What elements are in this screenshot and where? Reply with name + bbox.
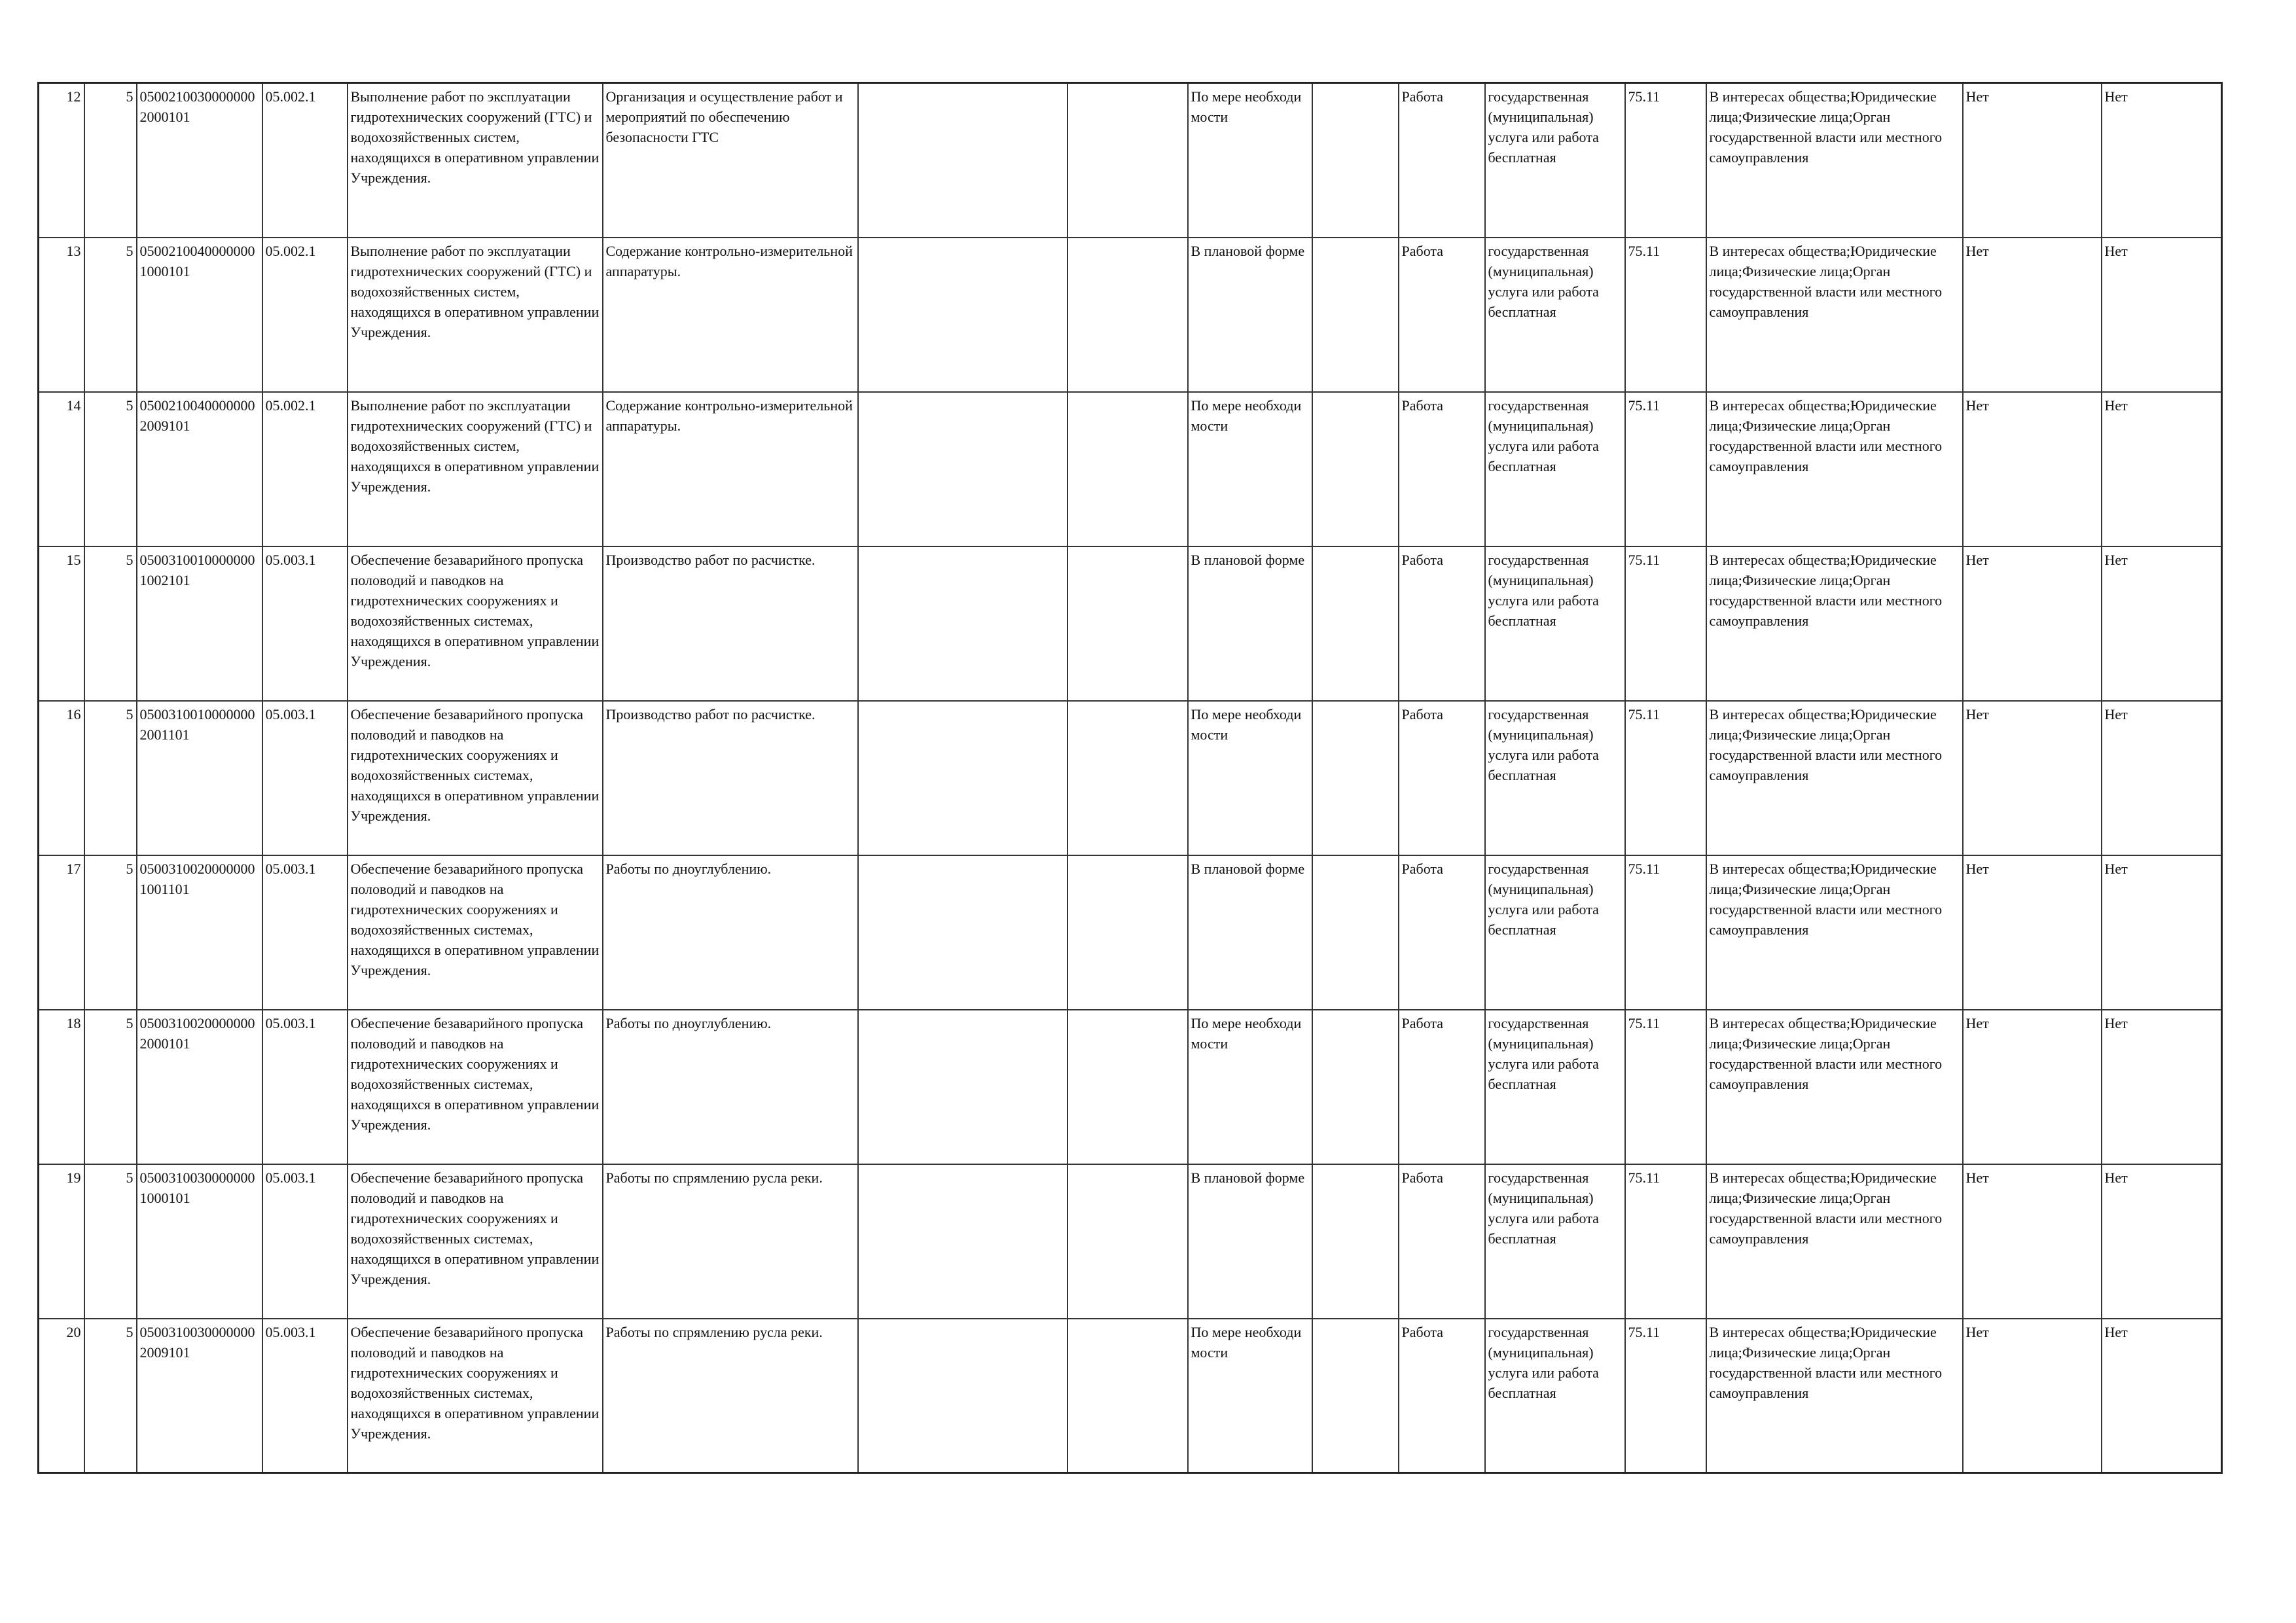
services-table	[37, 82, 2223, 1474]
empty-cell	[1312, 392, 1399, 546]
work-content: Организация и осуществление работ и мероприятий по обеспечению безопасности ГТС	[603, 83, 858, 238]
work-content: Работы по спрямлению русла реки.	[603, 1164, 858, 1319]
payment-type: государственная (муниципальная) услуга или работа бесплатная	[1485, 83, 1625, 238]
section-number: 5	[84, 701, 137, 855]
payment-type: государственная (муниципальная) услуга или работа бесплатная	[1485, 392, 1625, 546]
condition-cell-2	[1067, 701, 1188, 855]
delivery-form: По мере необходи мости	[1188, 392, 1312, 546]
work-content: Производство работ по расчистке.	[603, 701, 858, 855]
flag-cell-1: Нет	[1963, 238, 2102, 392]
consumer-categories: В интересах общества;Юридические лица;Физические лица;Орган государственной власти или местного самоуправления	[1706, 1164, 1963, 1319]
consumer-categories: В интересах общества;Юридические лица;Физические лица;Орган государственной власти или местного самоуправления	[1706, 546, 1963, 701]
flag-cell-2: Нет	[2102, 1010, 2222, 1164]
classifier-code: 05.003.1	[262, 855, 348, 1010]
condition-cell-1	[858, 83, 1067, 238]
flag-cell-2: Нет	[2102, 238, 2222, 392]
okved-code: 75.11	[1625, 83, 1706, 238]
registry-code: 05002100400000002009101	[137, 392, 262, 546]
table-row	[39, 1010, 2222, 1164]
condition-cell-2	[1067, 238, 1188, 392]
service-type: Работа	[1399, 855, 1485, 1010]
consumer-categories: В интересах общества;Юридические лица;Физические лица;Орган государственной власти или местного самоуправления	[1706, 392, 1963, 546]
section-number: 5	[84, 83, 137, 238]
registry-code: 05002100400000001000101	[137, 238, 262, 392]
condition-cell-1	[858, 238, 1067, 392]
okved-code: 75.11	[1625, 238, 1706, 392]
service-name: Обеспечение безаварийного пропуска половодий и паводков на гидротехнических сооружениях и водохозяйственных системах, находящихся в оперативном управлении Учреждения.	[348, 1010, 603, 1164]
flag-cell-2: Нет	[2102, 83, 2222, 238]
section-number: 5	[84, 546, 137, 701]
payment-type: государственная (муниципальная) услуга или работа бесплатная	[1485, 546, 1625, 701]
flag-cell-1: Нет	[1963, 701, 2102, 855]
service-name: Выполнение работ по эксплуатации гидротехнических сооружений (ГТС) и водохозяйственных систем, находящихся в оперативном управлении Учреждения.	[348, 392, 603, 546]
empty-cell	[1312, 1010, 1399, 1164]
row-number: 13	[39, 238, 84, 392]
table-row	[39, 855, 2222, 1010]
condition-cell-2	[1067, 546, 1188, 701]
registry-code: 05003100100000002001101	[137, 701, 262, 855]
flag-cell-2: Нет	[2102, 701, 2222, 855]
condition-cell-2	[1067, 83, 1188, 238]
okved-code: 75.11	[1625, 1319, 1706, 1473]
condition-cell-1	[858, 392, 1067, 546]
work-content: Работы по дноуглублению.	[603, 855, 858, 1010]
flag-cell-2: Нет	[2102, 546, 2222, 701]
row-number: 20	[39, 1319, 84, 1473]
section-number: 5	[84, 238, 137, 392]
flag-cell-1: Нет	[1963, 1164, 2102, 1319]
flag-cell-1: Нет	[1963, 546, 2102, 701]
classifier-code: 05.002.1	[262, 238, 348, 392]
flag-cell-2: Нет	[2102, 1164, 2222, 1319]
section-number: 5	[84, 392, 137, 546]
delivery-form: В плановой форме	[1188, 546, 1312, 701]
registry-code: 05003100200000002000101	[137, 1010, 262, 1164]
delivery-form: В плановой форме	[1188, 238, 1312, 392]
empty-cell	[1312, 1319, 1399, 1473]
delivery-form: По мере необходи мости	[1188, 83, 1312, 238]
service-name: Выполнение работ по эксплуатации гидротехнических сооружений (ГТС) и водохозяйственных систем, находящихся в оперативном управлении Учреждения.	[348, 83, 603, 238]
row-number: 14	[39, 392, 84, 546]
work-content: Производство работ по расчистке.	[603, 546, 858, 701]
service-type: Работа	[1399, 392, 1485, 546]
service-type: Работа	[1399, 701, 1485, 855]
flag-cell-2: Нет	[2102, 1319, 2222, 1473]
table-row	[39, 1319, 2222, 1473]
okved-code: 75.11	[1625, 546, 1706, 701]
table-row	[39, 1164, 2222, 1319]
consumer-categories: В интересах общества;Юридические лица;Физические лица;Орган государственной власти или местного самоуправления	[1706, 83, 1963, 238]
condition-cell-1	[858, 701, 1067, 855]
registry-code: 05003100100000001002101	[137, 546, 262, 701]
service-type: Работа	[1399, 238, 1485, 392]
condition-cell-1	[858, 546, 1067, 701]
row-number: 17	[39, 855, 84, 1010]
table-row	[39, 83, 2222, 238]
table-row	[39, 392, 2222, 546]
empty-cell	[1312, 83, 1399, 238]
service-name: Обеспечение безаварийного пропуска половодий и паводков на гидротехнических сооружениях и водохозяйственных системах, находящихся в оперативном управлении Учреждения.	[348, 701, 603, 855]
registry-code: 05003100300000002009101	[137, 1319, 262, 1473]
classifier-code: 05.003.1	[262, 701, 348, 855]
consumer-categories: В интересах общества;Юридические лица;Физические лица;Орган государственной власти или местного самоуправления	[1706, 1010, 1963, 1164]
delivery-form: По мере необходи мости	[1188, 1010, 1312, 1164]
table-body	[39, 83, 2222, 1473]
registry-code: 05003100200000001001101	[137, 855, 262, 1010]
empty-cell	[1312, 1164, 1399, 1319]
condition-cell-1	[858, 1319, 1067, 1473]
payment-type: государственная (муниципальная) услуга или работа бесплатная	[1485, 1010, 1625, 1164]
condition-cell-2	[1067, 1010, 1188, 1164]
payment-type: государственная (муниципальная) услуга или работа бесплатная	[1485, 1319, 1625, 1473]
classifier-code: 05.003.1	[262, 546, 348, 701]
empty-cell	[1312, 546, 1399, 701]
okved-code: 75.11	[1625, 1010, 1706, 1164]
empty-cell	[1312, 855, 1399, 1010]
service-name: Выполнение работ по эксплуатации гидротехнических сооружений (ГТС) и водохозяйственных систем, находящихся в оперативном управлении Учреждения.	[348, 238, 603, 392]
row-number: 16	[39, 701, 84, 855]
okved-code: 75.11	[1625, 701, 1706, 855]
row-number: 19	[39, 1164, 84, 1319]
okved-code: 75.11	[1625, 1164, 1706, 1319]
consumer-categories: В интересах общества;Юридические лица;Физические лица;Орган государственной власти или местного самоуправления	[1706, 238, 1963, 392]
condition-cell-2	[1067, 392, 1188, 546]
delivery-form: В плановой форме	[1188, 1164, 1312, 1319]
condition-cell-1	[858, 1164, 1067, 1319]
section-number: 5	[84, 1010, 137, 1164]
service-type: Работа	[1399, 83, 1485, 238]
condition-cell-1	[858, 1010, 1067, 1164]
table-row	[39, 238, 2222, 392]
condition-cell-2	[1067, 1164, 1188, 1319]
payment-type: государственная (муниципальная) услуга или работа бесплатная	[1485, 701, 1625, 855]
registry-code: 05002100300000002000101	[137, 83, 262, 238]
section-number: 5	[84, 1319, 137, 1473]
service-type: Работа	[1399, 546, 1485, 701]
flag-cell-1: Нет	[1963, 392, 2102, 546]
condition-cell-2	[1067, 855, 1188, 1010]
classifier-code: 05.003.1	[262, 1010, 348, 1164]
consumer-categories: В интересах общества;Юридические лица;Физические лица;Орган государственной власти или местного самоуправления	[1706, 1319, 1963, 1473]
payment-type: государственная (муниципальная) услуга или работа бесплатная	[1485, 238, 1625, 392]
table-row	[39, 701, 2222, 855]
payment-type: государственная (муниципальная) услуга или работа бесплатная	[1485, 1164, 1625, 1319]
flag-cell-2: Нет	[2102, 855, 2222, 1010]
consumer-categories: В интересах общества;Юридические лица;Физические лица;Орган государственной власти или местного самоуправления	[1706, 701, 1963, 855]
flag-cell-1: Нет	[1963, 83, 2102, 238]
okved-code: 75.11	[1625, 855, 1706, 1010]
registry-code: 05003100300000001000101	[137, 1164, 262, 1319]
delivery-form: В плановой форме	[1188, 855, 1312, 1010]
delivery-form: По мере необходи мости	[1188, 701, 1312, 855]
empty-cell	[1312, 701, 1399, 855]
okved-code: 75.11	[1625, 392, 1706, 546]
table-row	[39, 546, 2222, 701]
flag-cell-1: Нет	[1963, 1319, 2102, 1473]
classifier-code: 05.002.1	[262, 392, 348, 546]
service-type: Работа	[1399, 1010, 1485, 1164]
service-name: Обеспечение безаварийного пропуска половодий и паводков на гидротехнических сооружениях и водохозяйственных системах, находящихся в оперативном управлении Учреждения.	[348, 1319, 603, 1473]
flag-cell-1: Нет	[1963, 1010, 2102, 1164]
consumer-categories: В интересах общества;Юридические лица;Физические лица;Орган государственной власти или местного самоуправления	[1706, 855, 1963, 1010]
flag-cell-2: Нет	[2102, 392, 2222, 546]
section-number: 5	[84, 855, 137, 1010]
classifier-code: 05.003.1	[262, 1319, 348, 1473]
condition-cell-1	[858, 855, 1067, 1010]
row-number: 15	[39, 546, 84, 701]
service-name: Обеспечение безаварийного пропуска половодий и паводков на гидротехнических сооружениях и водохозяйственных системах, находящихся в оперативном управлении Учреждения.	[348, 855, 603, 1010]
service-name: Обеспечение безаварийного пропуска половодий и паводков на гидротехнических сооружениях и водохозяйственных системах, находящихся в оперативном управлении Учреждения.	[348, 1164, 603, 1319]
section-number: 5	[84, 1164, 137, 1319]
service-type: Работа	[1399, 1164, 1485, 1319]
service-name: Обеспечение безаварийного пропуска половодий и паводков на гидротехнических сооружениях и водохозяйственных системах, находящихся в оперативном управлении Учреждения.	[348, 546, 603, 701]
work-content: Работы по спрямлению русла реки.	[603, 1319, 858, 1473]
service-type: Работа	[1399, 1319, 1485, 1473]
classifier-code: 05.003.1	[262, 1164, 348, 1319]
work-content: Содержание контрольно-измерительной аппаратуры.	[603, 238, 858, 392]
payment-type: государственная (муниципальная) услуга или работа бесплатная	[1485, 855, 1625, 1010]
condition-cell-2	[1067, 1319, 1188, 1473]
row-number: 18	[39, 1010, 84, 1164]
classifier-code: 05.002.1	[262, 83, 348, 238]
delivery-form: По мере необходи мости	[1188, 1319, 1312, 1473]
flag-cell-1: Нет	[1963, 855, 2102, 1010]
row-number: 12	[39, 83, 84, 238]
empty-cell	[1312, 238, 1399, 392]
work-content: Работы по дноуглублению.	[603, 1010, 858, 1164]
work-content: Содержание контрольно-измерительной аппаратуры.	[603, 392, 858, 546]
